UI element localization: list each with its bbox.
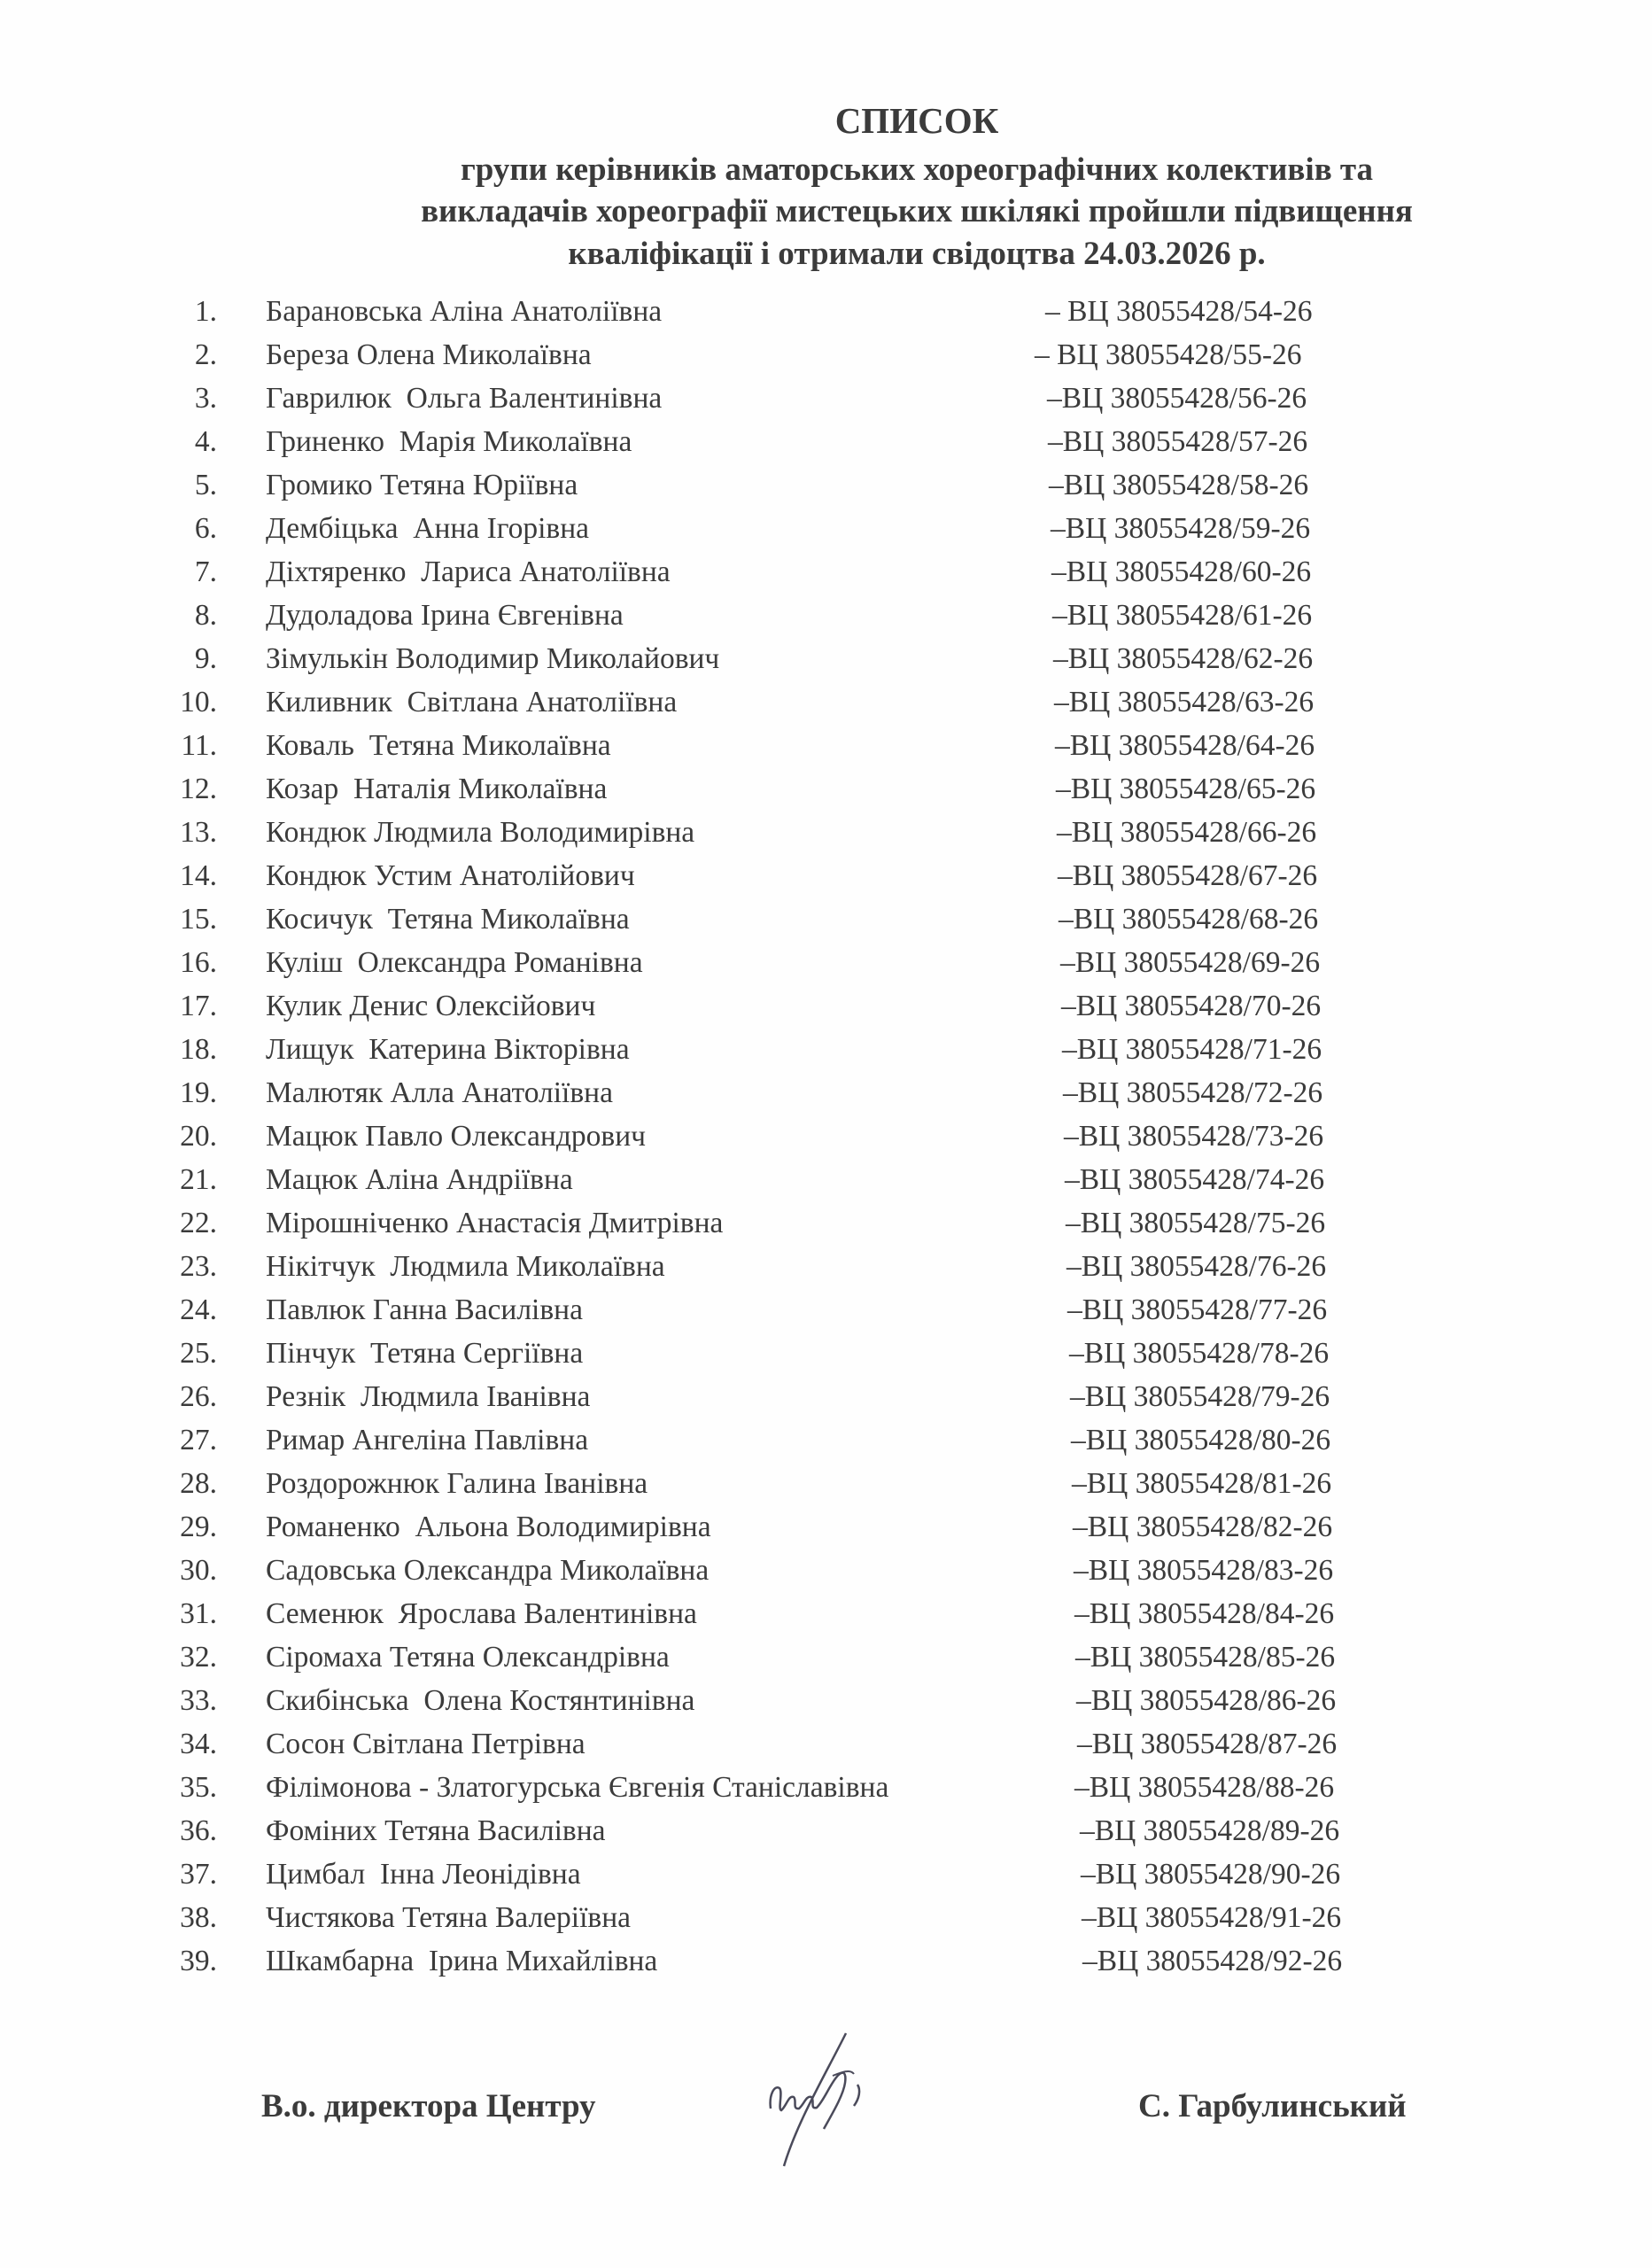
list-item <box>0 469 1652 512</box>
list-item <box>0 1728 1652 1771</box>
list-item <box>0 1814 1652 1858</box>
list-item-certificate: –ВЦ 38055428/88-26 <box>1074 1771 1335 1804</box>
list-item-name: Гаврилюк Ольга Валентинівна <box>266 382 663 415</box>
signature-icon <box>762 2024 948 2175</box>
list-item <box>0 1076 1652 1120</box>
list-item-certificate: –ВЦ 38055428/85-26 <box>1075 1641 1336 1674</box>
list-item-certificate: –ВЦ 38055428/76-26 <box>1066 1250 1327 1283</box>
list-item-name: Сосон Світлана Петрівна <box>266 1728 586 1760</box>
list-item-name: Лищук Катерина Вікторівна <box>266 1033 630 1066</box>
list-item-certificate: –ВЦ 38055428/56-26 <box>1047 382 1307 415</box>
list-item-name: Дембіцька Анна Ігорівна <box>266 512 590 545</box>
list-item-certificate: –ВЦ 38055428/84-26 <box>1074 1597 1335 1630</box>
list-item-certificate: –ВЦ 38055428/87-26 <box>1077 1728 1338 1760</box>
signatory-position: В.о. директора Центру <box>261 2088 596 2124</box>
list-item-number: 39. <box>180 1945 217 1977</box>
list-item-name: Римар Ангеліна Павлівна <box>266 1424 589 1456</box>
list-item-certificate: –ВЦ 38055428/71-26 <box>1062 1033 1322 1066</box>
list-item <box>0 686 1652 729</box>
list-item <box>0 1641 1652 1684</box>
list-item-number: 10. <box>180 686 217 718</box>
list-item-certificate: –ВЦ 38055428/79-26 <box>1070 1380 1330 1413</box>
list-item-certificate: –ВЦ 38055428/91-26 <box>1082 1901 1342 1934</box>
list-item-number: 22. <box>180 1207 217 1239</box>
list-item-name: Сіромаха Тетяна Олександрівна <box>266 1641 670 1674</box>
list-item-number: 18. <box>180 1033 217 1066</box>
list-item <box>0 382 1652 425</box>
list-item-number: 6. <box>194 512 217 545</box>
list-item-certificate: –ВЦ 38055428/80-26 <box>1071 1424 1331 1456</box>
list-item-number: 13. <box>180 816 217 849</box>
list-item <box>0 1858 1652 1901</box>
list-item <box>0 859 1652 903</box>
list-item-name: Гриненко Марія Миколаївна <box>266 425 632 458</box>
list-item <box>0 729 1652 773</box>
list-item <box>0 1554 1652 1597</box>
list-item-name: Роздорожнюк Галина Іванівна <box>266 1467 648 1500</box>
list-item-certificate: –ВЦ 38055428/59-26 <box>1051 512 1311 545</box>
list-item-number: 28. <box>180 1467 217 1500</box>
list-item <box>0 295 1652 338</box>
list-item-name: Дудоладова Ірина Євгенівна <box>266 599 624 632</box>
list-item <box>0 816 1652 859</box>
list-item-name: Береза Олена Миколаївна <box>266 338 592 371</box>
list-item <box>0 1467 1652 1511</box>
list-item-certificate: – ВЦ 38055428/54-26 <box>1045 295 1313 328</box>
list-item-number: 8. <box>194 599 217 632</box>
list-item-name: Кондюк Устим Анатолійович <box>266 859 635 892</box>
list-item <box>0 1120 1652 1163</box>
list-item <box>0 1945 1652 1988</box>
list-item <box>0 425 1652 469</box>
list-item <box>0 1033 1652 1076</box>
list-item-certificate: –ВЦ 38055428/81-26 <box>1072 1467 1332 1500</box>
list-item <box>0 338 1652 382</box>
list-item-certificate: –ВЦ 38055428/61-26 <box>1052 599 1313 632</box>
list-item-number: 19. <box>180 1076 217 1109</box>
list-item <box>0 1684 1652 1728</box>
list-item <box>0 1250 1652 1293</box>
list-item-number: 33. <box>180 1684 217 1717</box>
list-item-name: Філімонова - Златогурська Євгенія Станіславівна <box>266 1771 889 1804</box>
list-item-certificate: –ВЦ 38055428/77-26 <box>1067 1293 1328 1326</box>
list-item-certificate: –ВЦ 38055428/75-26 <box>1066 1207 1326 1239</box>
document-subtitle-line-1: групи керівників аматорських хореографічних колективів та <box>460 151 1374 188</box>
list-item-name: Пінчук Тетяна Сергіївна <box>266 1337 584 1370</box>
list-item-name: Скибінська Олена Костянтинівна <box>266 1684 695 1717</box>
list-item <box>0 512 1652 555</box>
list-item-number: 14. <box>180 859 217 892</box>
list-item <box>0 599 1652 642</box>
document-subtitle-line-3: кваліфікації і отримали свідоцтва 24.03.2026 р. <box>568 236 1266 272</box>
list-item-name: Кондюк Людмила Володимирівна <box>266 816 695 849</box>
list-item-name: Киливник Світлана Анатоліївна <box>266 686 678 718</box>
list-item-number: 37. <box>180 1858 217 1891</box>
list-item-certificate: –ВЦ 38055428/65-26 <box>1056 773 1316 805</box>
list-item-number: 4. <box>194 425 217 458</box>
list-item-number: 2. <box>194 338 217 371</box>
list-item-name: Мірошніченко Анастасія Дмитрівна <box>266 1207 724 1239</box>
list-item-number: 16. <box>180 946 217 979</box>
list-item <box>0 642 1652 686</box>
list-item-number: 34. <box>180 1728 217 1760</box>
list-item-number: 38. <box>180 1901 217 1934</box>
list-item-name: Мацюк Павло Олександрович <box>266 1120 646 1153</box>
list-item-name: Кулик Денис Олексійович <box>266 990 596 1022</box>
signatory-name: С. Гарбулинський <box>1138 2088 1407 2124</box>
list-item-name: Шкамбарна Ірина Михайлівна <box>266 1945 658 1977</box>
list-item-certificate: –ВЦ 38055428/74-26 <box>1065 1163 1325 1196</box>
list-item-certificate: –ВЦ 38055428/70-26 <box>1061 990 1322 1022</box>
list-item-certificate: –ВЦ 38055428/68-26 <box>1059 903 1319 936</box>
list-item-certificate: –ВЦ 38055428/57-26 <box>1048 425 1308 458</box>
list-item-certificate: –ВЦ 38055428/83-26 <box>1074 1554 1334 1587</box>
list-item-certificate: –ВЦ 38055428/92-26 <box>1082 1945 1343 1977</box>
list-item-name: Барановська Аліна Анатоліївна <box>266 295 663 328</box>
list-item-number: 27. <box>180 1424 217 1456</box>
document-title: СПИСОК <box>834 100 999 141</box>
list-item-certificate: –ВЦ 38055428/86-26 <box>1076 1684 1337 1717</box>
list-item <box>0 1597 1652 1641</box>
list-item-name: Романенко Альона Володимирівна <box>266 1511 711 1543</box>
list-item-name: Куліш Олександра Романівна <box>266 946 643 979</box>
list-item-number: 29. <box>180 1511 217 1543</box>
list-item-number: 23. <box>180 1250 217 1283</box>
list-item <box>0 1207 1652 1250</box>
list-item-certificate: –ВЦ 38055428/66-26 <box>1057 816 1317 849</box>
list-item <box>0 1380 1652 1424</box>
list-item-certificate: –ВЦ 38055428/89-26 <box>1080 1814 1340 1847</box>
list-item-name: Мацюк Аліна Андріївна <box>266 1163 573 1196</box>
document-subtitle-line-2: викладачів хореографії мистецьких шкілякі пройшли підвищення <box>421 193 1413 229</box>
list-item-certificate: – ВЦ 38055428/55-26 <box>1035 338 1302 371</box>
list-item-name: Коваль Тетяна Миколаївна <box>266 729 611 762</box>
list-item-number: 30. <box>180 1554 217 1587</box>
list-item-number: 24. <box>180 1293 217 1326</box>
list-item-name: Резнік Людмила Іванівна <box>266 1380 591 1413</box>
list-item-number: 21. <box>180 1163 217 1196</box>
list-item-certificate: –ВЦ 38055428/90-26 <box>1081 1858 1341 1891</box>
list-item <box>0 1293 1652 1337</box>
list-item <box>0 1511 1652 1554</box>
list-item-certificate: –ВЦ 38055428/78-26 <box>1069 1337 1330 1370</box>
list-item-certificate: –ВЦ 38055428/69-26 <box>1060 946 1321 979</box>
list-item <box>0 773 1652 816</box>
list-item-certificate: –ВЦ 38055428/73-26 <box>1064 1120 1324 1153</box>
list-item-name: Фоміних Тетяна Василівна <box>266 1814 606 1847</box>
list-item <box>0 1901 1652 1945</box>
list-item-number: 26. <box>180 1380 217 1413</box>
list-item-number: 5. <box>194 469 217 501</box>
list-item-number: 1. <box>194 295 217 328</box>
list-item-number: 7. <box>194 555 217 588</box>
list-item <box>0 555 1652 599</box>
list-item-number: 31. <box>180 1597 217 1630</box>
list-item-certificate: –ВЦ 38055428/60-26 <box>1051 555 1312 588</box>
list-item-name: Цимбал Інна Леонідівна <box>266 1858 581 1891</box>
list-item-number: 35. <box>180 1771 217 1804</box>
list-item-name: Діхтяренко Лариса Анатоліївна <box>266 555 671 588</box>
list-item-number: 20. <box>180 1120 217 1153</box>
list-item-name: Нікітчук Людмила Миколаївна <box>266 1250 665 1283</box>
list-item-name: Чистякова Тетяна Валеріївна <box>266 1901 632 1934</box>
list-item-certificate: –ВЦ 38055428/62-26 <box>1053 642 1314 675</box>
list-item-certificate: –ВЦ 38055428/82-26 <box>1073 1511 1333 1543</box>
list-item <box>0 1163 1652 1207</box>
list-item <box>0 1771 1652 1814</box>
list-item-number: 25. <box>180 1337 217 1370</box>
list-item-name: Садовська Олександра Миколаївна <box>266 1554 710 1587</box>
list-item-number: 12. <box>180 773 217 805</box>
list-item-number: 17. <box>180 990 217 1022</box>
list-item-number: 11. <box>181 729 217 762</box>
list-item-certificate: –ВЦ 38055428/58-26 <box>1049 469 1309 501</box>
list-item <box>0 903 1652 946</box>
list-item <box>0 1424 1652 1467</box>
list-item-name: Семенюк Ярослава Валентинівна <box>266 1597 697 1630</box>
list-item <box>0 990 1652 1033</box>
list-item-name: Козар Наталія Миколаївна <box>266 773 608 805</box>
list-item-name: Громико Тетяна Юріївна <box>266 469 578 501</box>
list-item-certificate: –ВЦ 38055428/72-26 <box>1063 1076 1323 1109</box>
list-item-name: Малютяк Алла Анатоліївна <box>266 1076 613 1109</box>
list-item-certificate: –ВЦ 38055428/67-26 <box>1058 859 1318 892</box>
list-item-name: Косичук Тетяна Миколаївна <box>266 903 630 936</box>
list-item-number: 36. <box>180 1814 217 1847</box>
list-item-certificate: –ВЦ 38055428/64-26 <box>1055 729 1315 762</box>
list-item-number: 32. <box>180 1641 217 1674</box>
list-item <box>0 946 1652 990</box>
list-item <box>0 1337 1652 1380</box>
list-item-number: 3. <box>194 382 217 415</box>
list-item-certificate: –ВЦ 38055428/63-26 <box>1054 686 1315 718</box>
list-item-name: Павлюк Ганна Василівна <box>266 1293 583 1326</box>
list-item-number: 9. <box>194 642 217 675</box>
list-item-number: 15. <box>180 903 217 936</box>
list-item-name: Зімулькін Володимир Миколайович <box>266 642 720 675</box>
